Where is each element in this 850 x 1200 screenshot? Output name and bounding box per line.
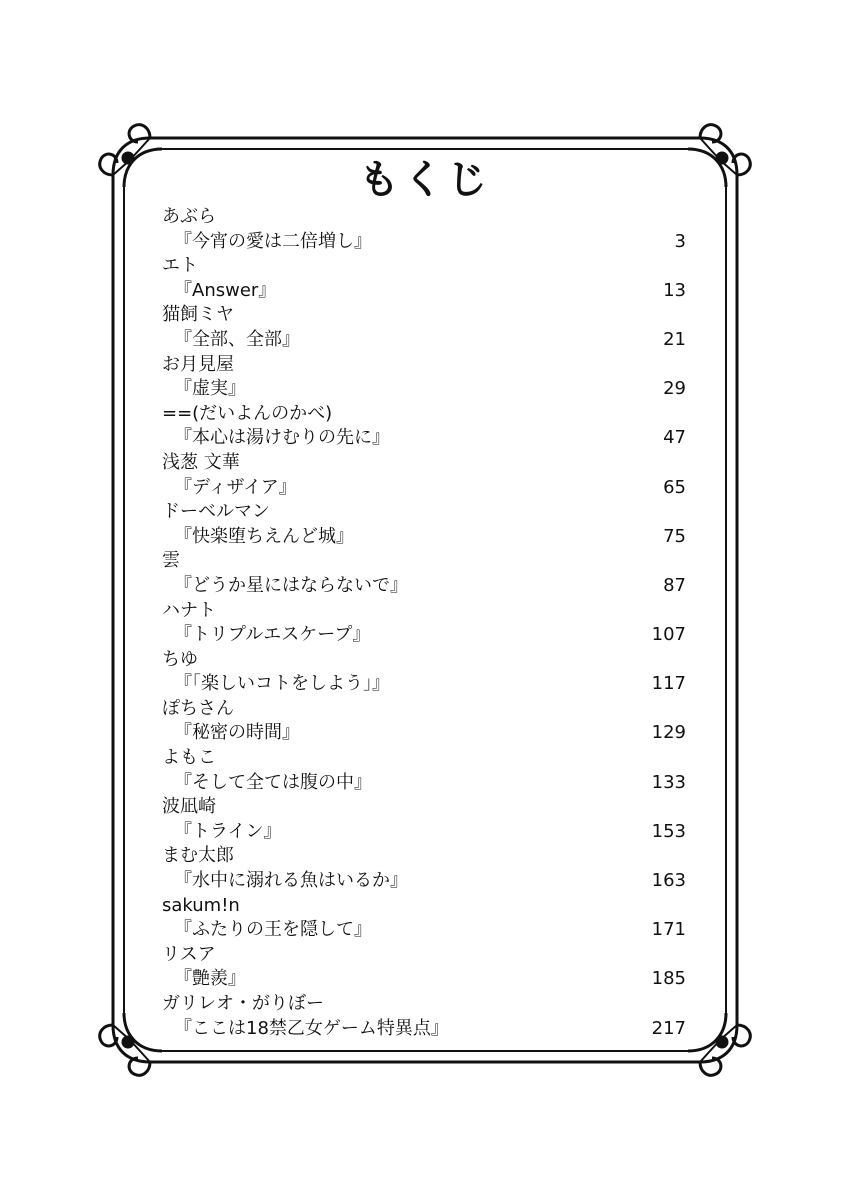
toc-entry <box>162 746 686 795</box>
toc-author: エト <box>162 255 198 277</box>
toc-work-row <box>162 869 686 894</box>
toc-entry <box>162 451 686 500</box>
toc-work-row <box>162 721 686 746</box>
toc-work-row <box>162 820 686 845</box>
toc-page-number: 87 <box>663 574 686 596</box>
toc-work-title: 『虚実』 <box>174 378 246 400</box>
toc-entry <box>162 992 686 1041</box>
page-title: もくじ <box>359 157 491 203</box>
toc-page-number: 129 <box>651 722 686 744</box>
toc-work-title: 『どうか星にはならないで』 <box>174 574 408 596</box>
toc-page-number: 29 <box>663 378 686 400</box>
toc-author: ガリレオ・がりぼー <box>162 993 324 1014</box>
toc-page-number: 75 <box>663 525 686 547</box>
toc-work-title: 『今宵の愛は二倍増し』 <box>174 230 372 252</box>
toc-work-row <box>162 426 686 451</box>
toc-entry <box>162 599 686 648</box>
toc-author: よもこ <box>162 747 216 769</box>
toc-work-title: 『快楽堕ちえんど城』 <box>174 525 354 547</box>
toc-work-row <box>162 1017 686 1042</box>
toc-author: あぶら <box>162 206 216 227</box>
toc-author: リスア <box>162 943 216 965</box>
toc-work-title: 『ここは18禁乙女ゲーム特異点』 <box>174 1017 449 1039</box>
corner-ornament-bottom-left <box>100 1013 162 1075</box>
toc-author: まむ太郎 <box>162 845 234 867</box>
toc-work-row <box>162 574 686 599</box>
toc-work-title: 『艶羨』 <box>174 968 246 990</box>
toc-entry <box>162 254 686 303</box>
toc-work-row <box>162 230 686 255</box>
toc-work-row <box>162 476 686 501</box>
toc-work-title: 『秘密の時間』 <box>174 722 300 744</box>
toc-work-title: 『トリプルエスケープ』 <box>174 624 371 646</box>
toc-entry <box>162 353 686 402</box>
toc-author: 浅葱 文華 <box>162 451 240 473</box>
toc-entry <box>162 844 686 893</box>
toc-page-number: 13 <box>663 279 686 301</box>
toc-author: 雲 <box>162 550 180 572</box>
toc-work-title: 『ふたりの王を隠して』 <box>174 919 372 941</box>
toc-entry <box>162 205 686 254</box>
toc-page-number: 47 <box>663 427 686 449</box>
toc-author: 波凪崎 <box>162 796 216 818</box>
toc-work-row <box>162 771 686 796</box>
toc-work-row <box>162 918 686 943</box>
toc-work-row <box>162 279 686 304</box>
toc-work-title: 『「楽しいコトをしよう」』 <box>174 673 390 695</box>
toc-author: ハナト <box>162 599 216 621</box>
toc-entry <box>162 894 686 943</box>
toc-work-title: 『本心は湯けむりの先に』 <box>174 427 390 449</box>
toc-page-number: 21 <box>663 328 686 350</box>
toc-author: ぽちさん <box>162 697 234 719</box>
toc-author: ==(だいよんのかべ) <box>162 402 333 424</box>
toc-author: sakum!n <box>162 894 240 916</box>
toc-entry <box>162 648 686 697</box>
toc-page-number: 117 <box>651 673 686 695</box>
toc-entry <box>162 943 686 992</box>
corner-ornament-bottom-right <box>688 1013 750 1075</box>
toc-work-row <box>162 328 686 353</box>
toc-author: ドーベルマン <box>162 501 270 523</box>
toc-page-number: 107 <box>651 624 686 646</box>
toc-author: お月見屋 <box>162 353 234 375</box>
toc-page-number: 3 <box>674 230 686 252</box>
toc-work-row <box>162 967 686 992</box>
toc-page-number: 65 <box>663 476 686 498</box>
toc-work-title: 『全部、全部』 <box>174 328 300 350</box>
toc-page-number: 171 <box>651 919 686 941</box>
toc-page-number: 153 <box>651 820 686 842</box>
toc-page-number: 217 <box>651 1017 686 1039</box>
toc-entry <box>162 500 686 549</box>
toc-page-number: 133 <box>651 771 686 793</box>
toc-entry <box>162 697 686 746</box>
toc-entry <box>162 549 686 598</box>
toc-work-row <box>162 377 686 402</box>
table-of-contents <box>162 205 686 1041</box>
toc-entry <box>162 402 686 451</box>
toc-work-row <box>162 623 686 648</box>
toc-page-number: 185 <box>651 968 686 990</box>
toc-author: ちゆ <box>162 648 198 670</box>
toc-entry <box>162 795 686 844</box>
toc-page-number: 163 <box>651 870 686 892</box>
toc-work-title: 『水中に溺れる魚はいるか』 <box>174 870 408 892</box>
toc-work-title: 『ディザイア』 <box>174 476 297 498</box>
toc-work-title: 『トライン』 <box>174 820 282 842</box>
toc-author: 猫飼ミヤ <box>162 304 234 326</box>
toc-work-title: 『Answer』 <box>174 279 277 301</box>
toc-work-row <box>162 672 686 697</box>
toc-work-title: 『そして全ては腹の中』 <box>174 771 372 793</box>
toc-entry <box>162 303 686 352</box>
toc-work-row <box>162 525 686 550</box>
